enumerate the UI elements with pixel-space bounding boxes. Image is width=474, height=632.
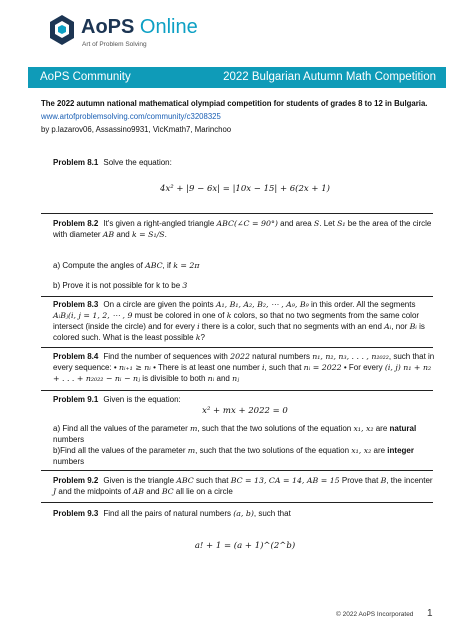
aops-hexagon-icon xyxy=(49,14,75,48)
math-roots: x₁, x₂ xyxy=(351,446,372,455)
problem-text: and xyxy=(114,230,132,239)
problem-label: Problem 9.3 xyxy=(53,509,99,518)
problem-equation: x² + mx + 2022 = 0 xyxy=(202,406,288,416)
problem-label: Problem 8.4 xyxy=(53,352,99,361)
math-sides: BC = 13, CA = 14, AB = 15 xyxy=(230,476,340,485)
problem-label: Problem 9.1 xyxy=(53,395,99,404)
banner-community: AoPS Community xyxy=(40,71,131,83)
math-k-value: k = 2π xyxy=(173,261,200,270)
math-m: m xyxy=(189,424,198,433)
problem-text: and xyxy=(144,487,162,496)
logo-name: AoPS xyxy=(81,16,135,38)
problem-text: be the area of the circle with diameter xyxy=(53,219,432,239)
math-ab: AB xyxy=(132,487,145,496)
math-nj: nⱼ xyxy=(232,374,240,383)
problem-text: , such that in every sequence: • xyxy=(53,352,435,372)
aops-logo[interactable] xyxy=(49,14,209,52)
math-triangle: ABC(∠C = 90°) xyxy=(216,219,278,228)
math-condition-3: (i, j) n₁ + n₂ + . . . + n₂₀₂₂ − nᵢ − nⱼ xyxy=(53,363,432,383)
divider xyxy=(41,470,433,471)
part-b-text: b)Find all the values of the parameter xyxy=(53,446,188,455)
logo-tagline: Art of Problem Solving xyxy=(82,41,147,48)
problem-text: • There is at least one number xyxy=(150,363,263,372)
problem-text: there is a color, such that no segments with an end xyxy=(199,322,385,331)
community-link[interactable]: www.artofproblemsolving.com/community/c3208325 xyxy=(41,112,221,121)
math-sequence: n₁, n₂, n₃, . . . , n₂₀₂₂ xyxy=(312,352,389,361)
problem-text: and area xyxy=(277,219,314,228)
math-k: k xyxy=(195,333,201,342)
problem-text: Prove that xyxy=(339,476,381,485)
part-a-text: a) Find all the values of the parameter xyxy=(53,424,190,433)
problem-text: Given is the triangle xyxy=(103,476,177,485)
problem-label: Problem 8.2 xyxy=(53,219,99,228)
banner-competition: 2022 Bulgarian Autumn Math Competition xyxy=(223,71,436,83)
problem-8-2 xyxy=(53,218,437,291)
problem-text: • For every xyxy=(341,363,385,372)
math-abc: ABC xyxy=(176,476,194,485)
problem-text: such that xyxy=(193,476,231,485)
problem-text: natural numbers xyxy=(249,352,313,361)
math-condition-2: nᵢ = 2022 xyxy=(303,363,342,372)
page-number: 1 xyxy=(427,608,433,619)
divider xyxy=(41,390,433,391)
problem-9-3 xyxy=(53,508,437,552)
problem-text: , nor xyxy=(391,322,410,331)
divider xyxy=(41,296,433,297)
math-bc: BC xyxy=(161,487,174,496)
problem-text: Find all the pairs of natural numbers xyxy=(103,509,234,518)
math-m: m xyxy=(187,446,196,455)
math-s: S xyxy=(313,219,320,228)
math-bi: Bᵢ xyxy=(409,322,417,331)
part-a-text: numbers xyxy=(53,435,85,444)
problem-text: , the incenter xyxy=(386,476,433,485)
math-ai: Aᵢ xyxy=(384,322,392,331)
problem-label: Problem 9.2 xyxy=(53,476,99,485)
problem-9-1 xyxy=(53,394,437,467)
authors-line: by p.lazarov06, Assassino9931, VicKmath7, Marinchoo xyxy=(41,125,232,134)
intro-block xyxy=(41,97,441,136)
part-a-text: are xyxy=(373,424,390,433)
part-a-text: a) Compute the angles of xyxy=(53,261,146,270)
logo-wordmark xyxy=(81,16,198,38)
competition-description: The 2022 autumn national mathematical olympiad competition for students of grades 8 to 12 in Bulgaria. xyxy=(41,99,428,108)
problem-text: Solve the equation: xyxy=(103,158,172,167)
part-a-text: , if xyxy=(162,261,174,270)
emphasis-natural: natural xyxy=(389,424,417,433)
problem-text: and the midpoints of xyxy=(56,487,133,496)
math-j: J xyxy=(53,487,57,496)
problem-text: Find the number of sequences with xyxy=(103,352,231,361)
problem-label: Problem 8.3 xyxy=(53,300,99,309)
problem-text: is divisible to both xyxy=(140,374,208,383)
problem-text: . Let xyxy=(319,219,338,228)
problem-8-1 xyxy=(53,157,437,195)
math-segments: AᵢBⱼ(i, j = 1, 2, ⋯ , 9 xyxy=(53,311,133,320)
problem-text: Given is the equation: xyxy=(103,395,181,404)
part-b-text: , such that the two solutions of the equation xyxy=(195,446,352,455)
problem-text: , such that xyxy=(264,363,304,372)
math-2022: 2022 xyxy=(230,352,250,361)
math-s1: S₁ xyxy=(337,219,346,228)
problem-text: . xyxy=(164,230,167,239)
part-b-text: b) Prove it is not possible for k to be xyxy=(53,281,183,290)
divider xyxy=(41,213,433,214)
divider xyxy=(41,347,433,348)
problem-text: in this order. All the segments xyxy=(308,300,416,309)
math-ab: AB xyxy=(102,230,115,239)
problem-text: It's given a right-angled triangle xyxy=(103,219,217,228)
math-b: B xyxy=(380,476,387,485)
problem-text: ? xyxy=(200,333,205,342)
math-pair: (a, b) xyxy=(233,509,254,518)
problem-9-2 xyxy=(53,475,437,497)
problem-8-3 xyxy=(53,299,437,343)
math-three: 3 xyxy=(182,281,188,290)
problem-text: and xyxy=(214,374,233,383)
math-k: k xyxy=(226,311,232,320)
math-k: k = S₁/S xyxy=(131,230,165,239)
math-roots: x₁, x₂ xyxy=(353,424,374,433)
part-b-text: are xyxy=(371,446,388,455)
problem-text: colors, so that no two segments from the same color intersect (inside the circle) and for every xyxy=(53,311,420,331)
divider xyxy=(41,502,433,503)
part-a-text: , such that the two solutions of the equation xyxy=(197,424,354,433)
problem-text: , such that xyxy=(253,509,291,518)
problem-8-4 xyxy=(53,351,437,384)
emphasis-integer: integer xyxy=(387,446,414,455)
problem-equation: 4x² + |9 − 6x| = |10x − 15| + 6(2x + 1) xyxy=(160,184,330,194)
math-i: i xyxy=(197,322,200,331)
math-abc: ABC xyxy=(145,261,163,270)
problem-text: On a circle are given the points xyxy=(103,300,216,309)
math-points: A₁, B₁, A₂, B₂, ⋯ , A₉, B₉ xyxy=(215,300,309,309)
problem-label: Problem 8.1 xyxy=(53,158,99,167)
math-condition-1: nᵢ₊₁ ≥ nᵢ xyxy=(118,363,151,372)
problem-text: must be colored in one of xyxy=(132,311,227,320)
title-banner xyxy=(28,67,446,88)
part-b-text: numbers xyxy=(53,457,85,466)
math-ni: nᵢ xyxy=(207,374,215,383)
problem-text: is colored such. What is the least possible xyxy=(53,322,425,342)
copyright-notice: © 2022 AoPS Incorporated xyxy=(336,611,414,618)
problem-text: all lie on a circle xyxy=(173,487,233,496)
math-i: i xyxy=(262,363,265,372)
logo-suffix: Online xyxy=(139,16,198,38)
problem-equation: a! + 1 = (a + 1)^(2^b) xyxy=(194,541,296,551)
